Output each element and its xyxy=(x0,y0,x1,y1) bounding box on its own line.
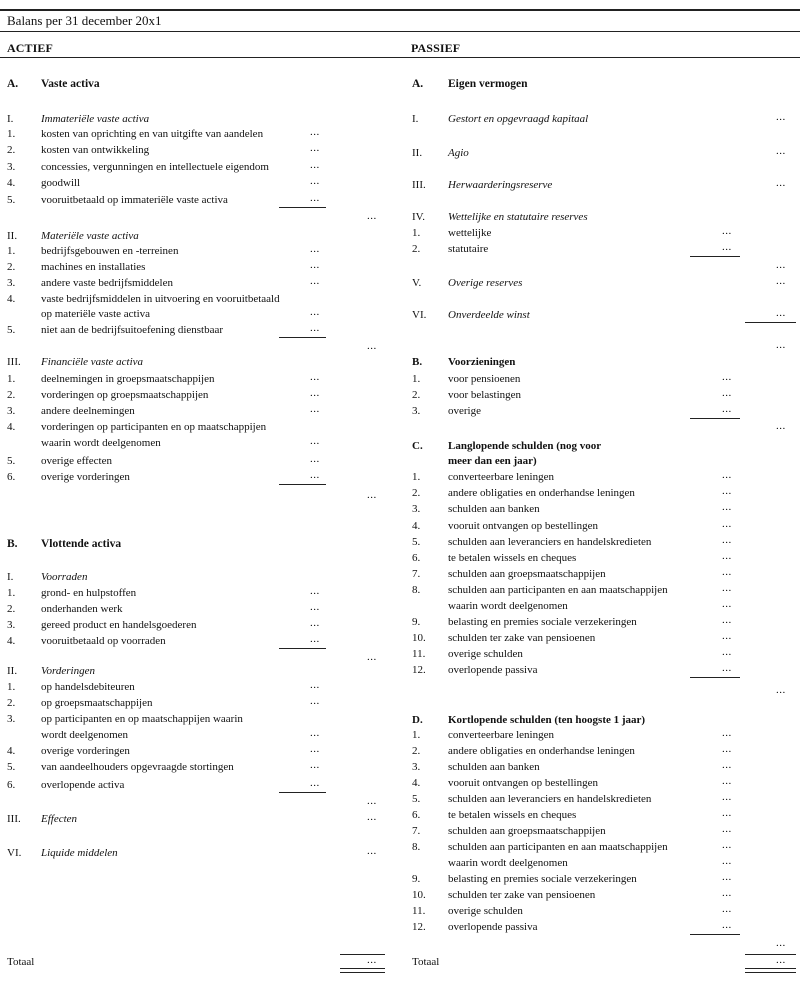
amount-placeholder: ... xyxy=(310,126,320,138)
amount-placeholder: ... xyxy=(722,727,732,739)
amount-placeholder: ... xyxy=(310,453,320,465)
item-label: vaste bedrijfsmiddelen in uitvoering en vooruitbetaald xyxy=(41,293,280,305)
amount-placeholder: ... xyxy=(722,582,732,594)
item-number: 6. xyxy=(7,471,16,483)
item-number: II. xyxy=(412,147,423,159)
item-number: 5. xyxy=(7,455,16,467)
subtotal-rule xyxy=(690,418,740,419)
total-label: Totaal xyxy=(7,956,35,968)
item-number: B. xyxy=(7,538,18,550)
item-number: 6. xyxy=(412,552,421,564)
amount-placeholder: ... xyxy=(722,518,732,530)
amount-placeholder: ... xyxy=(722,371,732,383)
item-label: Voorraden xyxy=(41,571,88,583)
item-number: I. xyxy=(7,113,14,125)
item-label: andere obligaties en onderhandse leningen xyxy=(448,745,635,757)
amount-placeholder: ... xyxy=(722,630,732,642)
amount-placeholder: ... xyxy=(722,566,732,578)
subtotal-placeholder: ... xyxy=(776,684,786,696)
item-label: schulden ter zake van pensioenen xyxy=(448,632,596,644)
item-number: 2. xyxy=(412,487,421,499)
item-label: vooruit ontvangen op bestellingen xyxy=(448,777,598,789)
item-label: overige effecten xyxy=(41,455,112,467)
item-label: gereed product en handelsgoederen xyxy=(41,619,197,631)
item-number: 1. xyxy=(7,373,16,385)
amount-placeholder: ... xyxy=(722,807,732,819)
item-number: 7. xyxy=(412,825,421,837)
item-label: wordt deelgenomen xyxy=(41,729,129,741)
item-label: op handelsdebiteuren xyxy=(41,681,135,693)
amount-placeholder: ... xyxy=(310,175,320,187)
item-number: V. xyxy=(412,277,422,289)
subtotal-placeholder: ... xyxy=(367,795,377,807)
item-number: 4. xyxy=(7,177,16,189)
item-label: Immateriële vaste activa xyxy=(41,113,150,125)
amount-placeholder: ... xyxy=(310,695,320,707)
item-number: 3. xyxy=(7,161,16,173)
item-label: te betalen wissels en cheques xyxy=(448,809,577,821)
item-number: 2. xyxy=(7,261,16,273)
item-number: 2. xyxy=(412,243,421,255)
item-label: voor pensioenen xyxy=(448,373,521,385)
subtotal-placeholder: ... xyxy=(776,420,786,432)
item-label: op materiële vaste activa xyxy=(41,308,151,320)
amount-placeholder: ... xyxy=(310,435,320,447)
subtotal-rule xyxy=(745,322,796,323)
item-number: 4. xyxy=(412,520,421,532)
item-label: schulden ter zake van pensioenen xyxy=(448,889,596,901)
item-label: Materiële vaste activa xyxy=(41,230,139,242)
item-label: concessies, vergunningen en intellectuele eigendom xyxy=(41,161,269,173)
item-label: Langlopende schulden (nog voor xyxy=(448,440,602,452)
item-number: 4. xyxy=(7,635,16,647)
item-number: 1. xyxy=(7,128,16,140)
amount-placeholder: ... xyxy=(722,743,732,755)
item-label: bedrijfsgebouwen en -terreinen xyxy=(41,245,179,257)
amount-placeholder: ... xyxy=(310,679,320,691)
item-label: belasting en premies sociale verzekeringen xyxy=(448,873,637,885)
amount-placeholder: ... xyxy=(722,403,732,415)
amount-placeholder: ... xyxy=(310,777,320,789)
item-label: wettelijke xyxy=(448,227,492,239)
subtotal-placeholder: ... xyxy=(776,177,786,189)
item-label: waarin wordt deelgenomen xyxy=(448,857,568,869)
amount-placeholder: ... xyxy=(722,469,732,481)
item-label: voor belastingen xyxy=(448,389,522,401)
item-number: IV. xyxy=(412,211,425,223)
item-number: 10. xyxy=(412,889,426,901)
item-number: 10. xyxy=(412,632,426,644)
subtotal-placeholder: ... xyxy=(776,339,786,351)
item-label: statutaire xyxy=(448,243,489,255)
item-label: waarin wordt deelgenomen xyxy=(448,600,568,612)
amount-placeholder: ... xyxy=(722,225,732,237)
item-number: D. xyxy=(412,714,423,726)
subtotal-placeholder: ... xyxy=(367,489,377,501)
item-label: Vlottende activa xyxy=(41,538,122,550)
amount-placeholder: ... xyxy=(722,759,732,771)
amount-placeholder: ... xyxy=(722,485,732,497)
item-number: 1. xyxy=(412,227,421,239)
amount-placeholder: ... xyxy=(722,791,732,803)
item-label: Voorzieningen xyxy=(448,356,516,368)
amount-placeholder: ... xyxy=(310,759,320,771)
item-number: VI. xyxy=(7,847,22,859)
item-label: op groepsmaatschappijen xyxy=(41,697,153,709)
subtotal-rule xyxy=(690,256,740,257)
item-label: van aandeelhouders opgevraagde stortingen xyxy=(41,761,234,773)
amount-placeholder: ... xyxy=(310,371,320,383)
item-number: 3. xyxy=(7,713,16,725)
amount-placeholder: ... xyxy=(310,585,320,597)
amount-placeholder: ... xyxy=(722,646,732,658)
item-number: 6. xyxy=(7,779,16,791)
item-number: 8. xyxy=(412,584,421,596)
item-number: 3. xyxy=(7,277,16,289)
item-label: converteerbare leningen xyxy=(448,729,554,741)
item-label: overige vorderingen xyxy=(41,745,130,757)
item-number: 4. xyxy=(7,421,16,433)
amount-placeholder: ... xyxy=(722,241,732,253)
item-label: vooruit ontvangen op bestellingen xyxy=(448,520,598,532)
amount-placeholder: ... xyxy=(310,243,320,255)
item-label: Herwaarderingsreserve xyxy=(448,179,553,191)
item-number: 8. xyxy=(412,841,421,853)
subtotal-rule xyxy=(690,677,740,678)
amount-placeholder: ... xyxy=(310,192,320,204)
amount-placeholder: ... xyxy=(310,142,320,154)
amount-placeholder: ... xyxy=(310,306,320,318)
item-number: II. xyxy=(7,665,18,677)
item-label: schulden aan groepsmaatschappijen xyxy=(448,825,606,837)
subtotal-placeholder: ... xyxy=(367,651,377,663)
amount-placeholder: ... xyxy=(722,855,732,867)
item-label: deelnemingen in groepsmaatschappijen xyxy=(41,373,215,385)
item-number: 1. xyxy=(412,729,421,741)
item-number: II. xyxy=(7,230,18,242)
item-label: vorderingen op groepsmaatschappijen xyxy=(41,389,209,401)
page-title: Balans per 31 december 20x1 xyxy=(7,13,162,28)
amount-placeholder: ... xyxy=(310,469,320,481)
item-label: schulden aan groepsmaatschappijen xyxy=(448,568,606,580)
item-label: schulden aan participanten en aan maatschappijen xyxy=(448,584,668,596)
item-number: 5. xyxy=(7,761,16,773)
subtotal-rule xyxy=(690,934,740,935)
amount-placeholder: ... xyxy=(722,598,732,610)
amount-placeholder: ... xyxy=(310,322,320,334)
item-label: Liquide middelen xyxy=(41,847,118,859)
item-number: 2. xyxy=(7,603,16,615)
item-label: andere deelnemingen xyxy=(41,405,135,417)
item-label: andere obligaties en onderhandse leningen xyxy=(448,487,635,499)
item-number: 2. xyxy=(7,144,16,156)
item-number: I. xyxy=(7,571,14,583)
item-number: 5. xyxy=(7,194,16,206)
item-number: 9. xyxy=(412,873,421,885)
amount-placeholder: ... xyxy=(310,601,320,613)
item-label: overige schulden xyxy=(448,905,523,917)
item-label: Vaste activa xyxy=(41,78,100,90)
amount-placeholder: ... xyxy=(722,903,732,915)
subtotal-placeholder: ... xyxy=(367,340,377,352)
item-label: Effecten xyxy=(41,813,78,825)
item-number: 2. xyxy=(412,745,421,757)
amount-placeholder: ... xyxy=(310,403,320,415)
amount-placeholder: ... xyxy=(722,614,732,626)
item-label: waarin wordt deelgenomen xyxy=(41,437,161,449)
amount-placeholder: ... xyxy=(722,775,732,787)
item-number: 3. xyxy=(7,619,16,631)
amount-placeholder: ... xyxy=(310,275,320,287)
item-number: 1. xyxy=(7,587,16,599)
item-label: converteerbare leningen xyxy=(448,471,554,483)
item-label: vorderingen op participanten en op maatschappijen xyxy=(41,421,267,433)
item-number: 6. xyxy=(412,809,421,821)
subtotal-placeholder: ... xyxy=(776,937,786,949)
subtotal-placeholder: ... xyxy=(367,210,377,222)
item-number: I. xyxy=(412,113,419,125)
item-label: Wettelijke en statutaire reserves xyxy=(448,211,588,223)
amount-placeholder: ... xyxy=(722,919,732,931)
item-number: 3. xyxy=(7,405,16,417)
item-number: III. xyxy=(412,179,426,191)
item-number: 1. xyxy=(412,471,421,483)
item-label: onderhanden werk xyxy=(41,603,123,615)
amount-placeholder: ... xyxy=(722,823,732,835)
item-number: 4. xyxy=(412,777,421,789)
item-label: schulden aan banken xyxy=(448,503,540,515)
item-number: 5. xyxy=(7,324,16,336)
amount-placeholder: ... xyxy=(722,839,732,851)
item-number: 1. xyxy=(412,373,421,385)
item-label: Gestort en opgevraagd kapitaal xyxy=(448,113,589,125)
item-label: grond- en hulpstoffen xyxy=(41,587,137,599)
total-label: Totaal xyxy=(412,956,440,968)
subtotal-placeholder: ... xyxy=(776,307,786,319)
item-label: Financiële vaste activa xyxy=(41,356,144,368)
item-label: Overige reserves xyxy=(448,277,523,289)
item-label: overlopende passiva xyxy=(448,921,538,933)
amount-placeholder: ... xyxy=(310,727,320,739)
item-label: niet aan de bedrijfsuitoefening dienstbaar xyxy=(41,324,224,336)
total-top-rule xyxy=(745,954,796,955)
item-label: goodwill xyxy=(41,177,81,189)
item-label: overlopende activa xyxy=(41,779,125,791)
item-label: meer dan een jaar) xyxy=(448,455,537,467)
item-label: vooruitbetaald op voorraden xyxy=(41,635,166,647)
item-number: 2. xyxy=(412,389,421,401)
item-number: A. xyxy=(412,78,424,90)
amount-placeholder: ... xyxy=(722,662,732,674)
item-number: C. xyxy=(412,440,423,452)
item-number: 11. xyxy=(412,648,426,660)
subtotal-placeholder: ... xyxy=(367,811,377,823)
subtotal-placeholder: ... xyxy=(776,145,786,157)
total-placeholder: ... xyxy=(776,954,786,966)
item-number: 11. xyxy=(412,905,426,917)
amount-placeholder: ... xyxy=(722,887,732,899)
item-number: 2. xyxy=(7,389,16,401)
item-label: overige schulden xyxy=(448,648,523,660)
item-number: 3. xyxy=(412,503,421,515)
amount-placeholder: ... xyxy=(722,534,732,546)
assets-heading: ACTIEF xyxy=(7,41,53,55)
total-double-rule xyxy=(745,968,796,973)
item-label: vooruitbetaald op immateriële vaste activa xyxy=(41,194,228,206)
item-number: A. xyxy=(7,78,19,90)
amount-placeholder: ... xyxy=(310,159,320,171)
item-label: schulden aan leveranciers en handelskredieten xyxy=(448,536,652,548)
item-label: machines en installaties xyxy=(41,261,146,273)
item-label: schulden aan leveranciers en handelskredieten xyxy=(448,793,652,805)
item-number: 12. xyxy=(412,664,426,676)
liabilities-heading: PASSIEF xyxy=(411,41,461,55)
amount-placeholder: ... xyxy=(722,501,732,513)
amount-placeholder: ... xyxy=(310,387,320,399)
item-number: 3. xyxy=(412,761,421,773)
item-number: 3. xyxy=(412,405,421,417)
item-label: belasting en premies sociale verzekeringen xyxy=(448,616,637,628)
item-label: Onverdeelde winst xyxy=(448,309,530,321)
item-number: 5. xyxy=(412,536,421,548)
item-number: 7. xyxy=(412,568,421,580)
item-label: andere vaste bedrijfsmiddelen xyxy=(41,277,173,289)
amount-placeholder: ... xyxy=(310,617,320,629)
item-label: Agio xyxy=(448,147,469,159)
item-number: 4. xyxy=(7,745,16,757)
subtotal-placeholder: ... xyxy=(776,259,786,271)
subtotal-placeholder: ... xyxy=(367,845,377,857)
item-number: VI. xyxy=(412,309,427,321)
item-label: Kortlopende schulden (ten hoogste 1 jaar) xyxy=(448,714,646,726)
item-number: 1. xyxy=(7,245,16,257)
item-label: schulden aan banken xyxy=(448,761,540,773)
item-label: overige vorderingen xyxy=(41,471,130,483)
item-number: 5. xyxy=(412,793,421,805)
total-placeholder: ... xyxy=(367,954,377,966)
item-number: 9. xyxy=(412,616,421,628)
item-number: III. xyxy=(7,813,21,825)
item-label: Vorderingen xyxy=(41,665,95,677)
item-label: kosten van oprichting en van uitgifte van aandelen xyxy=(41,128,264,140)
item-label: te betalen wissels en cheques xyxy=(448,552,577,564)
subtotal-placeholder: ... xyxy=(776,275,786,287)
amount-placeholder: ... xyxy=(722,387,732,399)
item-label: overlopende passiva xyxy=(448,664,538,676)
item-number: 12. xyxy=(412,921,426,933)
item-label: op participanten en op maatschappijen waarin xyxy=(41,713,243,725)
amount-placeholder: ... xyxy=(722,550,732,562)
amount-placeholder: ... xyxy=(310,743,320,755)
item-number: 4. xyxy=(7,293,16,305)
amount-placeholder: ... xyxy=(310,259,320,271)
item-label: overige xyxy=(448,405,481,417)
subtotal-placeholder: ... xyxy=(776,111,786,123)
item-number: 2. xyxy=(7,697,16,709)
item-number: 1. xyxy=(7,681,16,693)
item-number: B. xyxy=(412,356,423,368)
item-label: Eigen vermogen xyxy=(448,78,528,90)
item-label: kosten van ontwikkeling xyxy=(41,144,150,156)
item-number: III. xyxy=(7,356,21,368)
amount-placeholder: ... xyxy=(722,871,732,883)
amount-placeholder: ... xyxy=(310,633,320,645)
item-label: schulden aan participanten en aan maatschappijen xyxy=(448,841,668,853)
